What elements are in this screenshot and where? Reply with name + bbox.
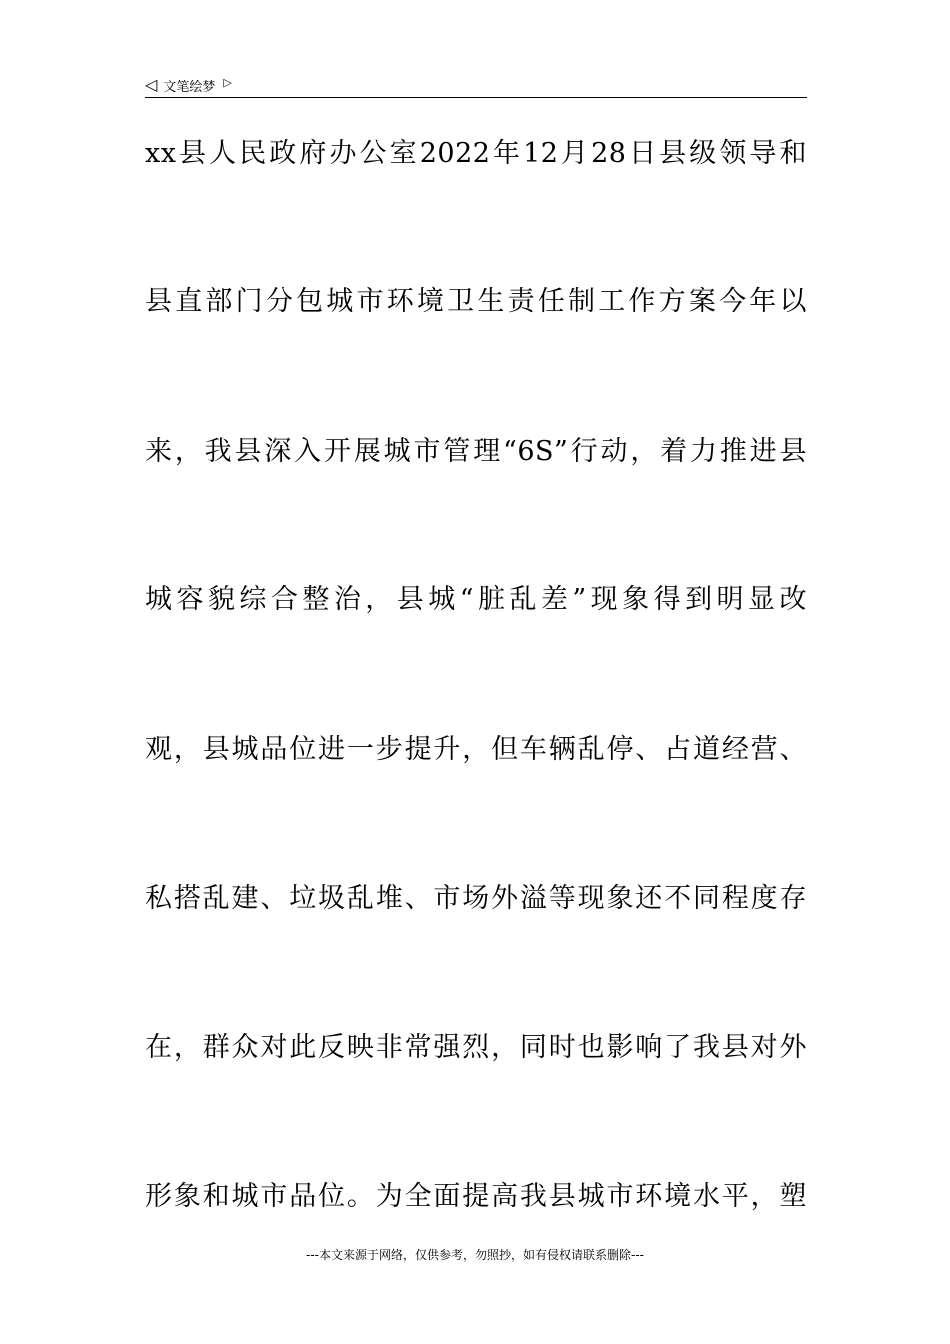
document-header <box>145 74 232 96</box>
body-line: 来，我县深入开展城市管理“6S”行动，着力推进县 <box>145 436 807 467</box>
body-line: 在，群众对此反映非常强烈，同时也影响了我县对外 <box>145 1032 807 1063</box>
body-line: 私搭乱建、垃圾乱堆、市场外溢等现象还不同程度存 <box>145 883 807 914</box>
left-triangle-icon: ◁ <box>145 75 158 94</box>
footer-disclaimer: ---本文来源于网络，仅供参考，勿照抄，如有侵权请联系删除--- <box>306 1248 644 1262</box>
right-triangle-icon: ▷ <box>223 75 232 89</box>
brand-label: 文笔绘梦 <box>163 79 216 95</box>
body-line: 形象和城市品位。为全面提高我县城市环境水平，塑 <box>145 1181 807 1212</box>
body-line: 县直部门分包城市环境卫生责任制工作方案今年以 <box>145 286 807 317</box>
body-line: 城容貌综合整治，县城“脏乱差”现象得到明显改 <box>145 584 807 615</box>
body-line: 观，县城品位进一步提升，但车辆乱停、占道经营、 <box>145 734 807 765</box>
header-divider <box>145 97 807 98</box>
body-line: xx县人民政府办公室2022年12月28日县级领导和 <box>145 138 807 169</box>
